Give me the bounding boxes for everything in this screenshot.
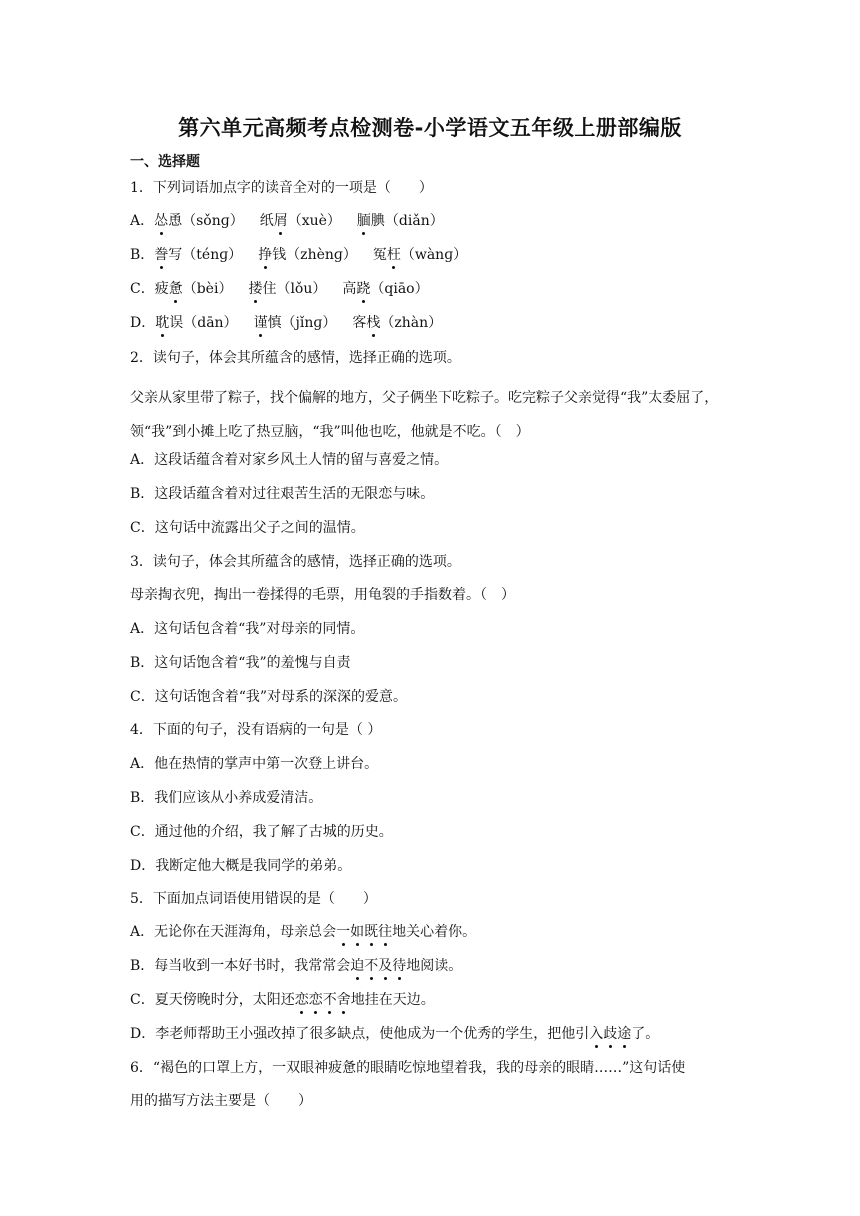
option-label: B．	[130, 247, 155, 263]
option-label: D．	[130, 315, 156, 331]
dotted-char: 舍	[336, 992, 351, 1008]
dotted-char: 跷	[356, 281, 371, 297]
dotted-char: 搂	[248, 281, 263, 297]
section-heading: 一、选择题	[130, 154, 200, 170]
dotted-char: 不	[364, 958, 379, 974]
dotted-char: 挣	[258, 247, 273, 263]
dotted-char: 惫	[168, 281, 183, 297]
dotted-char: 既	[364, 924, 379, 940]
question-4-stem: 4．下面的句子，没有语病的一句是（ ）	[130, 722, 382, 738]
question-5-option-c: C．夏天傍晚时分，太阳还恋恋不舍地挂在天边。	[130, 992, 435, 1008]
dotted-char: 途	[617, 1026, 632, 1042]
question-1-option-d: D．耽误（dān） 谨慎（jǐnɡ） 客栈（zhàn）	[130, 315, 443, 331]
dotted-char: 栈	[366, 315, 381, 331]
dotted-char: 一	[336, 924, 351, 940]
question-3-stem: 3．读句子，体会其所蕴含的感情，选择正确的选项。	[130, 554, 461, 570]
question-2-option-a: A．这段话蕴含着对家乡风土人情的留与喜爱之情。	[130, 452, 449, 468]
question-1-option-c: C．疲惫（bèi） 搂住（lǒu） 高跷（qiāo）	[130, 281, 429, 297]
dotted-char: 屑	[273, 213, 288, 229]
question-3-option-c: C．这句话饱含着“我”对母系的深深的爱意。	[130, 689, 408, 705]
question-2-passage: 父亲从家里带了粽子，找个偏解的地方，父子俩坐下吃粽子。吃完粽子父亲觉得“我”太委屈了，领“我”到小摊上吃了热豆脑，“我”叫他也吃，他就是不吃。（ ）	[130, 390, 719, 440]
question-2-option-b: B．这段话蕴含着对过往艰苦生活的无限恋与味。	[130, 486, 435, 502]
dotted-char: 歧	[603, 1026, 618, 1042]
dotted-char: 枉	[386, 247, 401, 263]
dotted-char: 往	[378, 924, 393, 940]
question-4-option-a: A．他在热情的掌声中第一次登上讲台。	[130, 756, 379, 772]
dotted-char: 入	[589, 1026, 604, 1042]
question-2-stem: 2．读句子，体会其所蕴含的感情，选择正确的选项。	[130, 350, 461, 366]
question-5-stem: 5．下面加点词语使用错误的是（ ）	[130, 891, 377, 907]
question-6-stem-line-1: 6．“褐色的口罩上方，一双眼神疲惫的眼睛吃惊地望着我，我的母亲的眼睛……”这句话使	[130, 1060, 686, 1076]
question-3-option-b: B．这句话饱含着“我”的羞愧与自责	[130, 655, 351, 671]
dotted-char: 迫	[350, 958, 365, 974]
dotted-char: 誊	[154, 247, 169, 263]
dotted-char: 腼	[356, 213, 371, 229]
dotted-char: 怂	[154, 213, 169, 229]
option-label: C．	[130, 281, 155, 297]
page-title: 第六单元高频考点检测卷-小学语文五年级上册部编版	[178, 116, 682, 140]
dotted-char: 如	[350, 924, 365, 940]
question-6-stem-line-2: 用的描写方法主要是（ ）	[130, 1093, 312, 1109]
question-4-option-b: B．我们应该从小养成爱清洁。	[130, 790, 323, 806]
dotted-char: 及	[378, 958, 393, 974]
question-2-option-c: C．这句话中流露出父子之间的温情。	[130, 520, 365, 536]
option-label: A．	[130, 213, 155, 229]
dotted-char: 谨	[253, 315, 268, 331]
question-5-option-a: A．无论你在天涯海角，母亲总会一如既往地关心着你。	[130, 924, 477, 940]
question-4-option-c: C．通过他的介绍，我了解了古城的历史。	[130, 824, 393, 840]
dotted-char: 待	[392, 958, 407, 974]
dotted-char: 耽	[155, 315, 170, 331]
dotted-char: 恋	[294, 992, 309, 1008]
question-4-option-d: D．我断定他大概是我同学的弟弟。	[130, 858, 352, 874]
question-3-passage: 母亲掏衣兜，掏出一卷揉得的毛票，用龟裂的手指数着。（ ）	[130, 587, 515, 603]
question-1-option-b: B．誊写（ténɡ） 挣钱（zhènɡ） 冤枉（wànɡ）	[130, 247, 468, 263]
question-1-option-a: A．怂恿（sǒnɡ） 纸屑（xuè） 腼腆（diǎn）	[130, 213, 444, 229]
question-5-option-d: D．李老师帮助王小强改掉了很多缺点，使他成为一个优秀的学生，把他引入歧途了。	[130, 1026, 660, 1042]
question-3-option-a: A．这句话包含着“我”对母亲的同情。	[130, 621, 365, 637]
question-1-stem: 1．下列词语加点字的读音全对的一项是（ ）	[130, 180, 433, 196]
dotted-char: 不	[322, 992, 337, 1008]
dotted-char: 恋	[308, 992, 323, 1008]
question-5-option-b: B．每当收到一本好书时，我常常会迫不及待地阅读。	[130, 958, 463, 974]
